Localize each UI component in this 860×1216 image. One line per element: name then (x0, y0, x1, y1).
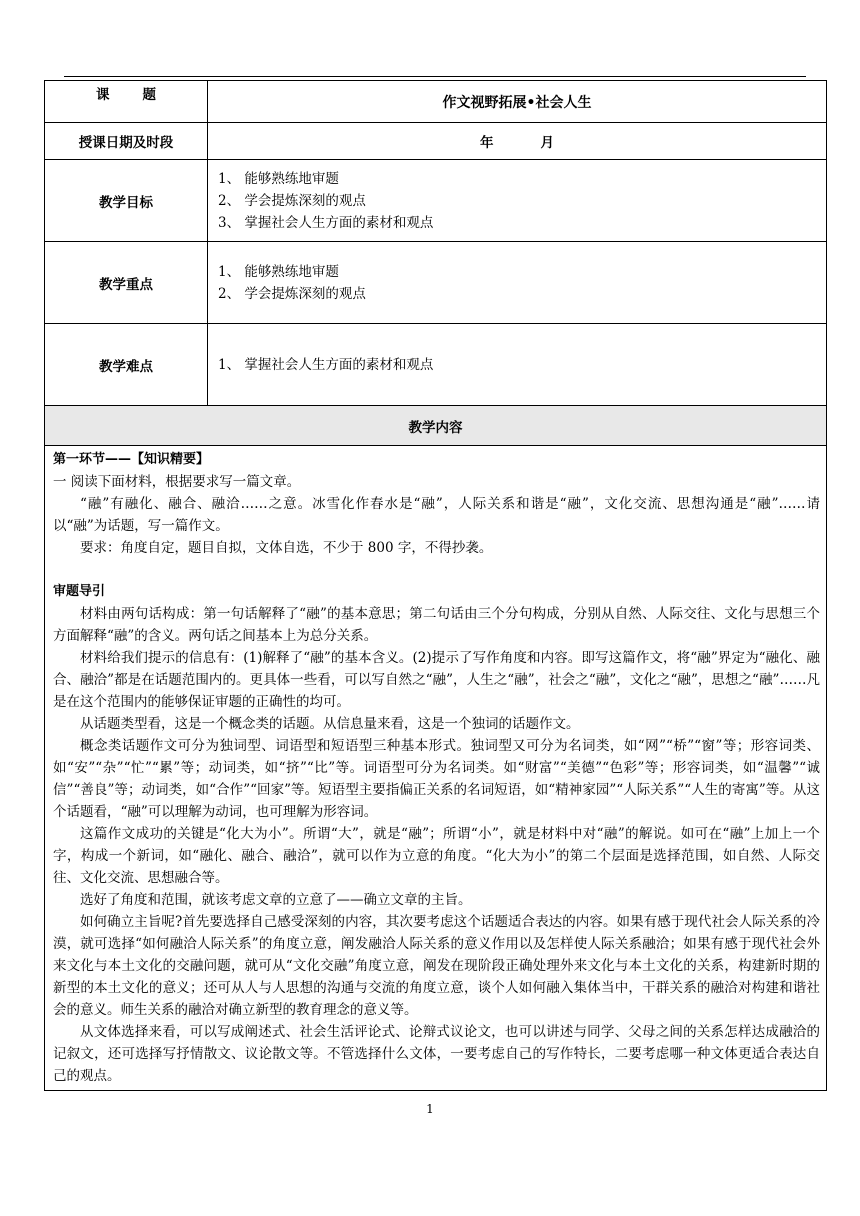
guide-paragraph: 从文体选择来看，可以写成阐述式、社会生活评论式、论辩式议论文，也可以讲述与同学、父母之间的关系怎样达成融洽的记叙文，还可选择写抒情散文、议论散文等。不管选择什么文体，一要考虑自己的写作特长，二要考虑哪一种文体更适合表达自己的观点。 (53, 1024, 820, 1084)
requirement-text: 要求：角度自定，题目自拟，文体自选，不少于 800 字，不得抄袭。 (80, 540, 493, 556)
goal-item: 1、 能够熟练地审题 (218, 170, 339, 187)
difficulties-row (45, 324, 827, 406)
goals-list (208, 160, 827, 242)
content-row (45, 446, 827, 1091)
spacer (53, 559, 820, 581)
lesson-plan-table (44, 80, 827, 1091)
header-rule (64, 76, 806, 77)
date-value: 年 月 (208, 123, 827, 160)
goals-row (45, 160, 827, 242)
guide-paragraph: 选好了角度和范围，就该考虑文章的立意了——确立文章的主旨。 (80, 892, 472, 908)
guide-paragraph: 材料给我们提示的信息有：(1)解释了“融”的基本含义。(2)提示了写作角度和内容。即写这篇作文，将“融”界定为“融化、融合、融洽”都是在话题范围内的。更具体一些看，可以写自然之“融”，人生之“融”，社会之“融”，文化之“融”，思想之“融”……凡是在这个范围内的能够保证审题的正确性的均可。 (53, 650, 820, 710)
material-text: “融”有融化、融合、融洽……之意。冰雪化作春水是“融”，人际关系和谐是“融”，文化交流、思想沟通是“融”……请以“融”为话题，写一篇作文。 (53, 496, 820, 534)
date-row (45, 123, 827, 160)
page-number: 1 (426, 1102, 434, 1116)
section-title: 第一环节——【知识精要】 (53, 452, 210, 467)
topic-row (45, 81, 827, 123)
goal-item: 3、 掌握社会人生方面的素材和观点 (218, 214, 434, 231)
goal-item: 2、 学会提炼深刻的观点 (218, 192, 366, 209)
content-heading: 教学内容 (45, 406, 827, 446)
key-points-list (208, 242, 827, 324)
guide-title: 审题导引 (53, 584, 106, 599)
key-point-item: 2、 学会提炼深刻的观点 (218, 285, 366, 302)
date-label: 授课日期及时段 (45, 123, 208, 160)
guide-paragraph: 概念类话题作文可分为独词型、词语型和短语型三种基本形式。独词型又可分为名词类，如“网”“桥”“窗”等；形容词类、如“安”“杂”“忙”“累”等；动词类，如“挤”“比”等。词语型可分为名词类。如“财富”“美德”“色彩”等；形容词类，如“温馨”“诚信”“善良”等；动词类，如“合作”“回家”等。短语型主要指偏正关系的名词短语，如“精神家园”“人际关系”“人生的寄寓”等。从这个话题看，“融”可以理解为动词，也可理解为形容词。 (53, 738, 820, 820)
topic-label: 课 题 (45, 81, 208, 123)
content-heading-row (45, 406, 827, 446)
difficulty-item: 1、 掌握社会人生方面的素材和观点 (218, 356, 434, 373)
guide-paragraph: 这篇作文成功的关键是“化大为小”。所谓“大”，就是“融”；所谓“小”，就是材料中对“融”的解说。如可在“融”上加上一个字，构成一个新词，如“融化、融合、融洽”，就可以作为立意的角度。“化大为小”的第二个层面是选择范围，如自然、人际交往、文化交流、思想融合等。 (53, 826, 820, 886)
key-points-label: 教学重点 (45, 242, 208, 324)
topic-value: 作文视野拓展•社会人生 (208, 81, 827, 123)
content-body (45, 446, 827, 1091)
task-line: 一 阅读下面材料，根据要求写一篇文章。 (53, 474, 301, 490)
key-points-row (45, 242, 827, 324)
guide-paragraph: 如何确立主旨呢?首先要选择自己感受深刻的内容，其次要考虑这个话题适合表达的内容。如果有感于现代社会人际关系的冷漠，就可选择“如何融洽人际关系”的角度立意，阐发融洽人际关系的意义作用以及怎样使人际关系融洽；如果有感于现代社会外来文化与本土文化的交融问题，就可从“文化交融”角度立意，阐发在现阶段正确处理外来文化与本土文化的关系，构建新时期的新型的本土文化的意义；还可从人与人思想的沟通与交流的角度立意，谈个人如何融入集体当中，干群关系的融洽对构建和谐社会的意义。师生关系的融洽对确立新型的教育理念的意义等。 (53, 914, 820, 1018)
key-point-item: 1、 能够熟练地审题 (218, 263, 339, 280)
difficulties-label: 教学难点 (45, 324, 208, 406)
goals-label: 教学目标 (45, 160, 208, 242)
guide-paragraph: 从话题类型看，这是一个概念类的话题。从信息量来看，这是一个独词的话题作文。 (80, 716, 580, 732)
guide-paragraph: 材料由两句话构成：第一句话解释了“融”的基本意思；第二句话由三个分句构成，分别从自然、人际交往、文化与思想三个方面解释“融”的含义。两句话之间基本上为总分关系。 (53, 606, 820, 644)
difficulties-list (208, 324, 827, 406)
